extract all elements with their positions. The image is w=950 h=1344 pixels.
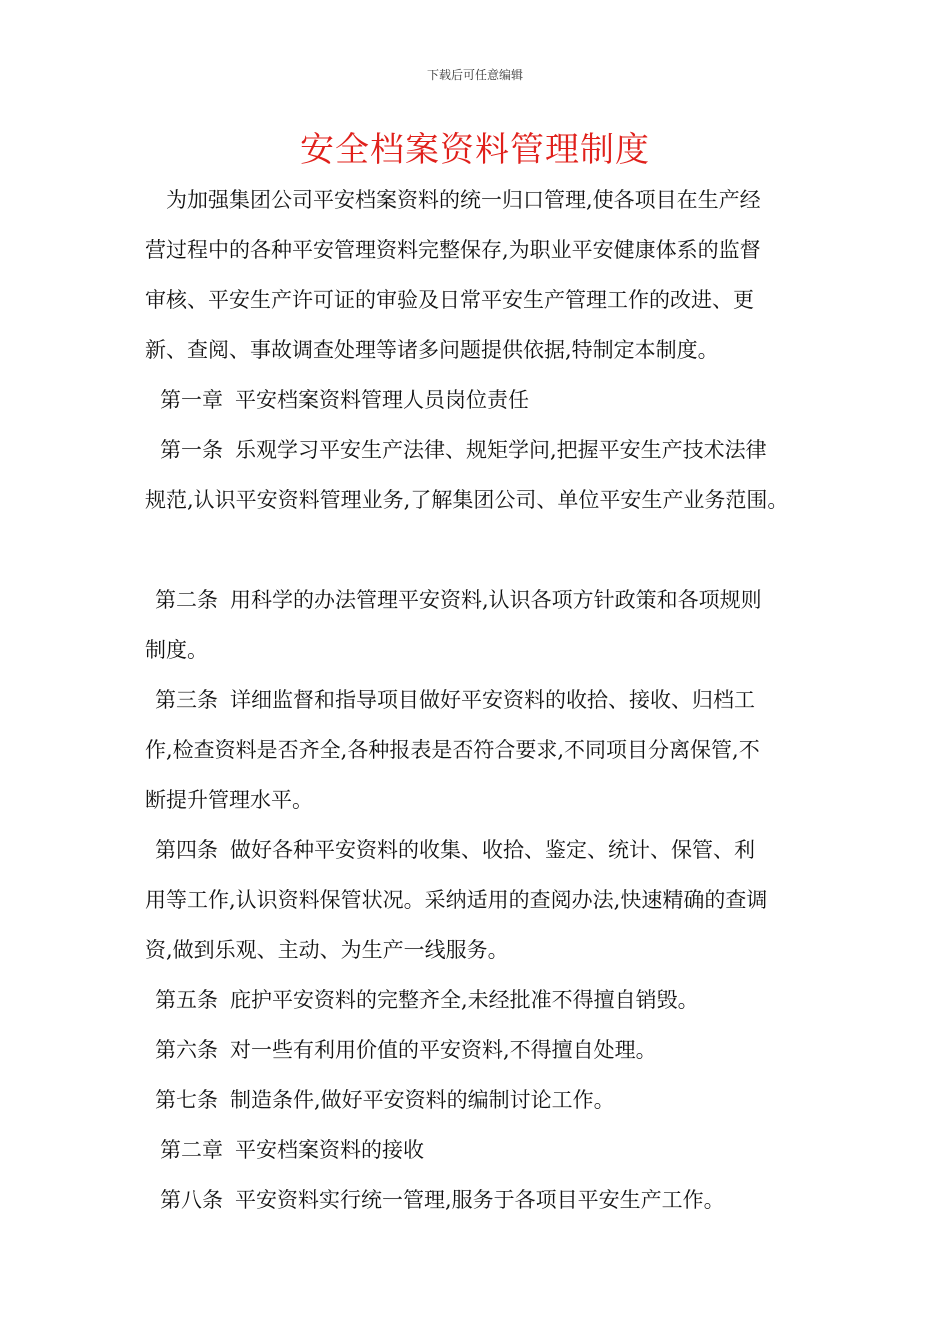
article-5: [145, 975, 825, 1025]
document-title: 安全档案资料管理制度: [300, 130, 650, 170]
chapter-number: 第二章: [160, 1138, 223, 1162]
article-1: [145, 425, 825, 525]
intro-line: 为加强集团公司平安档案资料的统一归口管理,使各项目在生产经: [166, 188, 761, 212]
article-6: [145, 1025, 825, 1075]
intro-line: 审核、平安生产许可证的审验及日常平安生产管理工作的改进、更: [145, 288, 754, 312]
article-2: [145, 575, 825, 675]
article-8: [145, 1175, 825, 1225]
article-3: [145, 675, 825, 825]
article-number: 第三条: [155, 688, 218, 712]
article-text: 资,做到乐观、主动、为生产一线服务。: [145, 938, 509, 962]
chapter-heading-1: [145, 375, 825, 425]
article-text: 作,检查资料是否齐全,各种报表是否符合要求,不同项目分离保管,不: [145, 738, 760, 762]
article-text: 制度。: [145, 638, 208, 662]
article-number: 第七条: [155, 1088, 218, 1112]
article-text: 制造条件,做好平安资料的编制讨论工作。: [230, 1088, 615, 1112]
article-number: 第五条: [155, 988, 218, 1012]
article-text: 用等工作,认识资料保管状况。采纳适用的查阅办法,快速精确的查调: [145, 888, 768, 912]
document-body: [145, 175, 825, 1225]
article-number: 第八条: [160, 1188, 223, 1212]
article-text: 断提升管理水平。: [145, 788, 313, 812]
chapter-heading-2: [145, 1125, 825, 1175]
article-number: 第二条: [155, 588, 218, 612]
article-text: 做好各种平安资料的收集、收拾、鉴定、统计、保管、利: [230, 838, 755, 862]
intro-paragraph: [145, 175, 825, 375]
chapter-title: 平安档案资料管理人员岗位责任: [235, 388, 529, 412]
article-text: 用科学的办法管理平安资料,认识各项方针政策和各项规则: [230, 588, 762, 612]
intro-line: 营过程中的各种平安管理资料完整保存,为职业平安健康体系的监督: [145, 238, 761, 262]
intro-line: 新、查阅、事故调查处理等诸多问题提供依据,特制定本制度。: [145, 338, 719, 362]
blank-line: [145, 525, 825, 575]
article-text: 庇护平安资料的完整齐全,未经批准不得擅自销毁。: [230, 988, 699, 1012]
article-4: [145, 825, 825, 975]
article-number: 第一条: [160, 438, 223, 462]
article-number: 第四条: [155, 838, 218, 862]
chapter-title: 平安档案资料的接收: [235, 1138, 424, 1162]
article-number: 第六条: [155, 1038, 218, 1062]
article-text: 平安资料实行统一管理,服务于各项目平安生产工作。: [235, 1188, 725, 1212]
article-text: 对一些有利用价值的平安资料,不得擅自处理。: [230, 1038, 657, 1062]
chapter-number: 第一章: [160, 388, 223, 412]
article-7: [145, 1075, 825, 1125]
article-text: 详细监督和指导项目做好平安资料的收拾、接收、归档工: [230, 688, 755, 712]
header-note: 下载后可任意编辑: [426, 68, 523, 82]
article-text: 乐观学习平安生产法律、规矩学问,把握平安生产技术法律: [235, 438, 767, 462]
article-text: 规范,认识平安资料管理业务,了解集团公司、单位平安生产业务范围。: [145, 488, 789, 512]
